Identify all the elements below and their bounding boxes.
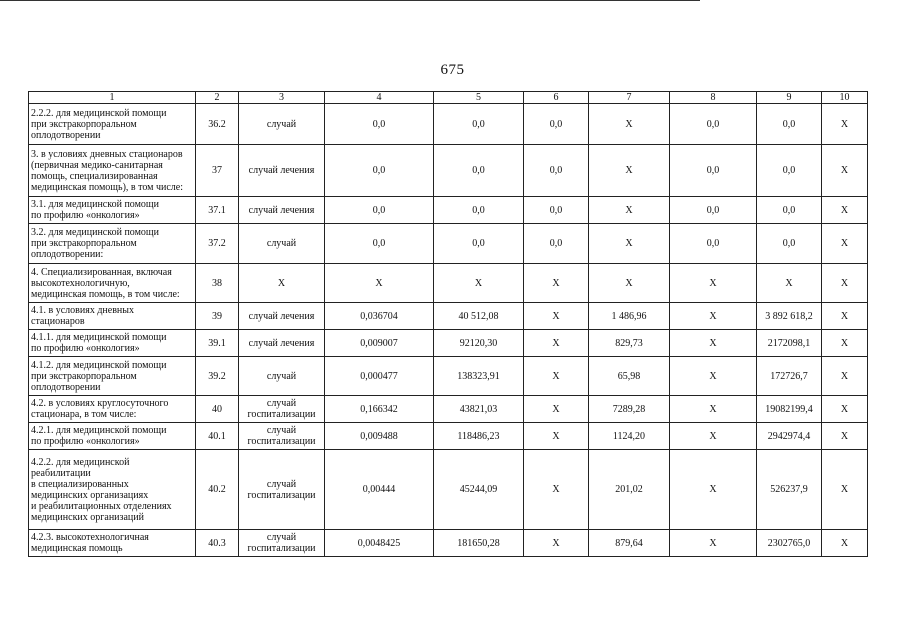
col10-value: X: [822, 423, 868, 450]
row-code: 40.2: [196, 450, 239, 530]
col7-value: X: [589, 104, 670, 145]
col8-value: 0,0: [670, 104, 757, 145]
column-header: 3: [239, 92, 325, 104]
column-header: 10: [822, 92, 868, 104]
row-name: 4.2. в условиях круглосуточного стационара, в том числе:: [29, 396, 196, 423]
row-code: 40.1: [196, 423, 239, 450]
cost: 181650,28: [434, 530, 524, 557]
col9-value: 526237,9: [757, 450, 822, 530]
unit: случай госпитализации: [239, 396, 325, 423]
row-name: 4.2.1. для медицинской помощи по профилю «онкология»: [29, 423, 196, 450]
column-header: 2: [196, 92, 239, 104]
row-name: 4. Специализированная, включая высокотехнологичную, медицинская помощь, в том числе:: [29, 264, 196, 303]
col10-value: X: [822, 145, 868, 197]
col9-value: 172726,7: [757, 357, 822, 396]
table-body: [29, 92, 868, 557]
col6-value: X: [524, 396, 589, 423]
row-name: 4.1.2. для медицинской помощи при экстракорпоральном оплодотворении: [29, 357, 196, 396]
column-header: 5: [434, 92, 524, 104]
col9-value: 2172098,1: [757, 330, 822, 357]
cost: X: [434, 264, 524, 303]
volume: 0,0: [325, 145, 434, 197]
col8-value: 0,0: [670, 145, 757, 197]
col10-value: X: [822, 303, 868, 330]
unit: X: [239, 264, 325, 303]
col7-value: 1 486,96: [589, 303, 670, 330]
volume: 0,166342: [325, 396, 434, 423]
col9-value: 0,0: [757, 224, 822, 264]
row-name: 4.1. в условиях дневных стационаров: [29, 303, 196, 330]
volume: 0,009488: [325, 423, 434, 450]
col7-value: X: [589, 224, 670, 264]
unit: случай: [239, 224, 325, 264]
col7-value: 829,73: [589, 330, 670, 357]
col6-value: 0,0: [524, 224, 589, 264]
unit: случай лечения: [239, 330, 325, 357]
row-name: 3.1. для медицинской помощи по профилю «онкология»: [29, 197, 196, 224]
table-row: [29, 197, 868, 224]
row-code: 39.1: [196, 330, 239, 357]
col10-value: X: [822, 357, 868, 396]
col7-value: 65,98: [589, 357, 670, 396]
volume: X: [325, 264, 434, 303]
col9-value: 3 892 618,2: [757, 303, 822, 330]
volume: 0,0: [325, 224, 434, 264]
col6-value: 0,0: [524, 104, 589, 145]
row-code: 36.2: [196, 104, 239, 145]
top-edge-line: [0, 0, 700, 1]
row-code: 37.2: [196, 224, 239, 264]
row-name: 3.2. для медицинской помощи при экстракорпоральном оплодотворении:: [29, 224, 196, 264]
unit: случай госпитализации: [239, 423, 325, 450]
col7-value: 1124,20: [589, 423, 670, 450]
col6-value: X: [524, 303, 589, 330]
row-name: 3. в условиях дневных стационаров (первичная медико-санитарная помощь, специализированная медицинская помощь), в том числе:: [29, 145, 196, 197]
col8-value: X: [670, 423, 757, 450]
column-header: 4: [325, 92, 434, 104]
table-row: [29, 145, 868, 197]
col6-value: X: [524, 357, 589, 396]
col6-value: X: [524, 330, 589, 357]
col9-value: 0,0: [757, 197, 822, 224]
col10-value: X: [822, 104, 868, 145]
unit: случай госпитализации: [239, 450, 325, 530]
row-code: 40.3: [196, 530, 239, 557]
col10-value: X: [822, 224, 868, 264]
volume: 0,009007: [325, 330, 434, 357]
table-row: [29, 224, 868, 264]
volume: 0,000477: [325, 357, 434, 396]
col10-value: X: [822, 396, 868, 423]
col7-value: X: [589, 145, 670, 197]
col8-value: 0,0: [670, 197, 757, 224]
row-code: 38: [196, 264, 239, 303]
column-header: 6: [524, 92, 589, 104]
table-row: [29, 330, 868, 357]
col10-value: X: [822, 450, 868, 530]
col8-value: X: [670, 450, 757, 530]
column-header: 9: [757, 92, 822, 104]
tariff-table: [28, 91, 868, 557]
cost: 40 512,08: [434, 303, 524, 330]
table-row: [29, 396, 868, 423]
table-header-row: [29, 92, 868, 104]
col10-value: X: [822, 264, 868, 303]
unit: случай: [239, 357, 325, 396]
row-code: 40: [196, 396, 239, 423]
volume: 0,0: [325, 104, 434, 145]
table-row: [29, 423, 868, 450]
cost: 0,0: [434, 104, 524, 145]
unit: случай лечения: [239, 303, 325, 330]
row-name: 4.2.2. для медицинской реабилитации в специализированных медицинских организациях и реабилитационных отделениях медицинских организаций: [29, 450, 196, 530]
col6-value: X: [524, 450, 589, 530]
cost: 138323,91: [434, 357, 524, 396]
col8-value: X: [670, 330, 757, 357]
col7-value: X: [589, 197, 670, 224]
table-row: [29, 450, 868, 530]
row-code: 37.1: [196, 197, 239, 224]
col10-value: X: [822, 197, 868, 224]
col9-value: 19082199,4: [757, 396, 822, 423]
col7-value: 201,02: [589, 450, 670, 530]
col7-value: 879,64: [589, 530, 670, 557]
cost: 43821,03: [434, 396, 524, 423]
col6-value: 0,0: [524, 145, 589, 197]
col8-value: X: [670, 264, 757, 303]
col8-value: X: [670, 303, 757, 330]
volume: 0,0048425: [325, 530, 434, 557]
col9-value: X: [757, 264, 822, 303]
unit: случай: [239, 104, 325, 145]
cost: 0,0: [434, 197, 524, 224]
page-number: 675: [440, 62, 465, 78]
row-code: 39.2: [196, 357, 239, 396]
col8-value: X: [670, 357, 757, 396]
row-name: 4.1.1. для медицинской помощи по профилю «онкология»: [29, 330, 196, 357]
col7-value: 7289,28: [589, 396, 670, 423]
column-header: 1: [29, 92, 196, 104]
row-code: 37: [196, 145, 239, 197]
table-row: [29, 104, 868, 145]
unit: случай госпитализации: [239, 530, 325, 557]
column-header: 8: [670, 92, 757, 104]
column-header: 7: [589, 92, 670, 104]
col9-value: 2302765,0: [757, 530, 822, 557]
unit: случай лечения: [239, 197, 325, 224]
table-row: [29, 264, 868, 303]
col10-value: X: [822, 530, 868, 557]
col9-value: 0,0: [757, 145, 822, 197]
volume: 0,0: [325, 197, 434, 224]
col9-value: 0,0: [757, 104, 822, 145]
volume: 0,036704: [325, 303, 434, 330]
table-row: [29, 357, 868, 396]
cost: 0,0: [434, 224, 524, 264]
col6-value: X: [524, 530, 589, 557]
col8-value: X: [670, 530, 757, 557]
volume: 0,00444: [325, 450, 434, 530]
cost: 92120,30: [434, 330, 524, 357]
col9-value: 2942974,4: [757, 423, 822, 450]
col6-value: 0,0: [524, 197, 589, 224]
col10-value: X: [822, 330, 868, 357]
col8-value: 0,0: [670, 224, 757, 264]
cost: 118486,23: [434, 423, 524, 450]
unit: случай лечения: [239, 145, 325, 197]
table-row: [29, 530, 868, 557]
row-name: 2.2.2. для медицинской помощи при экстракорпоральном оплодотворении: [29, 104, 196, 145]
cost: 0,0: [434, 145, 524, 197]
table-row: [29, 303, 868, 330]
col6-value: X: [524, 264, 589, 303]
col7-value: X: [589, 264, 670, 303]
col8-value: X: [670, 396, 757, 423]
row-code: 39: [196, 303, 239, 330]
col6-value: X: [524, 423, 589, 450]
cost: 45244,09: [434, 450, 524, 530]
row-name: 4.2.3. высокотехнологичная медицинская помощь: [29, 530, 196, 557]
